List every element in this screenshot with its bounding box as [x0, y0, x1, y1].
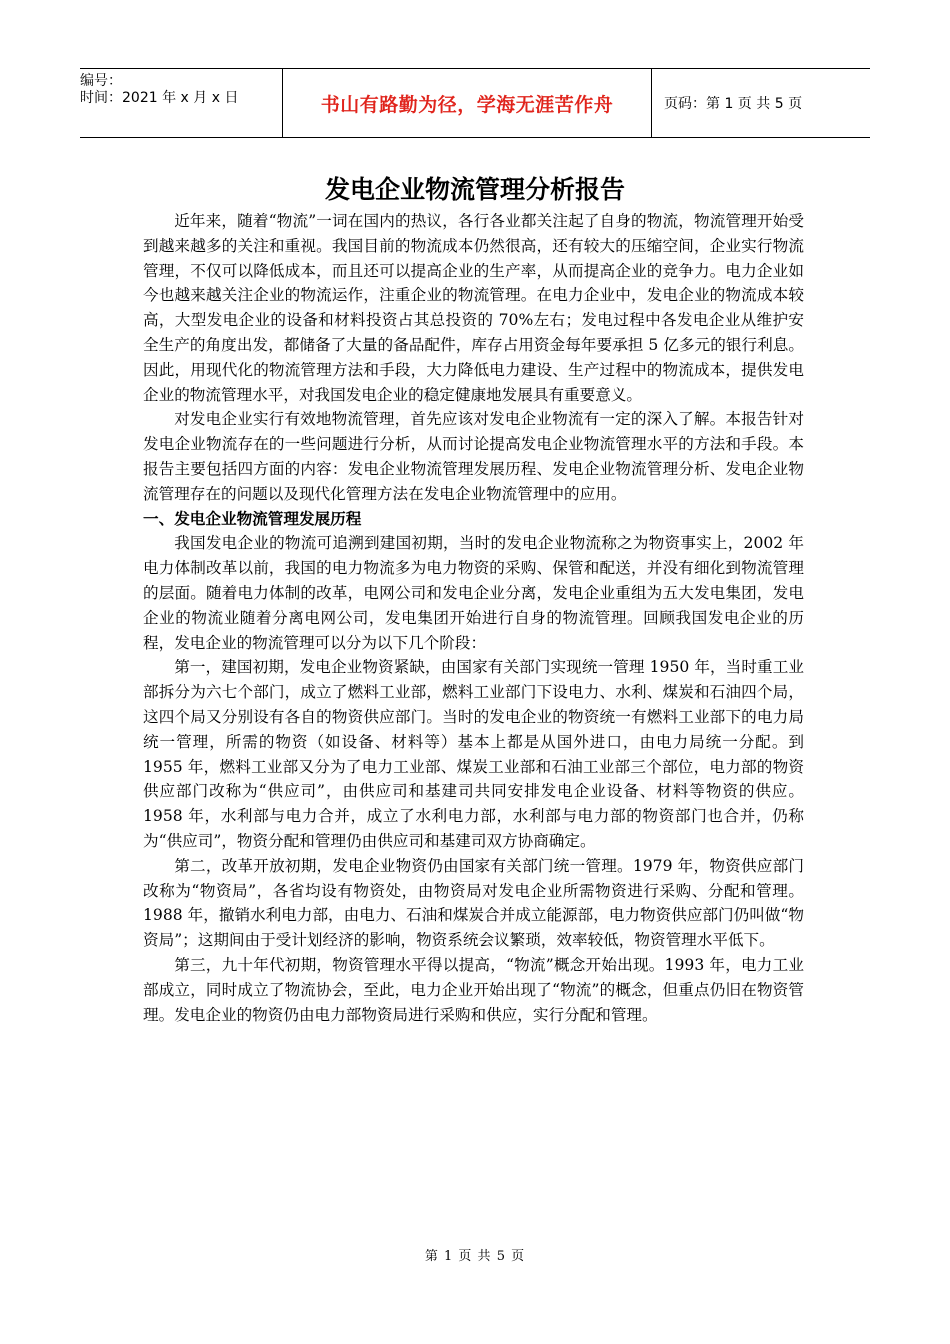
- page-footer: 第 1 页 共 5 页: [424, 1249, 526, 1264]
- section-paragraph-1: 我国发电企业的物流可追溯到建国初期，当时的发电企业物流称之为物资事实上，2002 年电力体制改革以前，我国的电力物流多为电力物资的采购、保管和配送，并没有细化到物流管理的层面。随着电力体制的改革，电网公司和发电企业分离，发电企业重组为五大发电集团，发电企业的物流业随着分离电网公司，发电集团开始进行自身的物流管理。回顾我国发电企业的历程，发电企业的物流管理可以分为以下几个阶段：: [143, 534, 804, 652]
- header-page-cell: [664, 69, 870, 137]
- document-date-label: 时间：2021 年 x 月 x 日: [80, 90, 239, 106]
- section-paragraph-4: 第三，九十年代初期，物资管理水平得以提高，“物流”概念开始出现。1993 年，电力工业部成立，同时成立了物流协会，至此，电力企业开始出现了“物流”的概念，但重点仍旧在物资管理。发电企业的物资仍由电力部物资局进行采购和供应，实行分配和管理。: [143, 955, 804, 1024]
- intro-paragraph-1: 近年来，随着“物流”一词在国内的热议，各行各业都关注起了自身的物流，物流管理开始受到越来越多的关注和重视。我国目前的物流成本仍然很高，还有较大的压缩空间，企业实行物流管理，不仅可以降低成本，而且还可以提高企业的生产率，从而提高企业的竞争力。电力企业如今也越来越关注企业的物流运作，注重企业的物流管理。在电力企业中，发电企业的物流成本较高，大型发电企业的设备和材料投资占其总投资的 70%左右；发电过程中各发电企业从维护安全生产的角度出发，都储备了大量的备品配件，库存占用资金每年要承担 5 亿多元的银行利息。因此，用现代化的物流管理方法和手段，大力降低电力建设、生产过程中的物流成本，提供发电企业的物流管理水平，对我国发电企业的稳定健康地发展具有重要意义。: [143, 212, 804, 404]
- section-heading: 一、发电企业物流管理发展历程: [143, 509, 362, 528]
- header-meta: [80, 69, 280, 141]
- document-body: [143, 209, 804, 1027]
- intro-paragraph-2: 对发电企业实行有效地物流管理，首先应该对发电企业物流有一定的深入了解。本报告针对发电企业物流存在的一些问题进行分析，从而讨论提高发电企业物流管理水平的方法和手段。本报告主要包括四方面的内容：发电企业物流管理发展历程、发电企业物流管理分析、发电企业物流管理存在的问题以及现代化管理方法在发电企业物流管理中的应用。: [143, 410, 804, 503]
- header-page-number: 页码：第 1 页 共 5 页: [664, 96, 803, 112]
- section-paragraph-3: 第二，改革开放初期，发电企业物资仍由国家有关部门统一管理。1979 年，物资供应部门改称为“物资局”，各省均设有物资处，由物资局对发电企业所需物资进行采购、分配和管理。1988 年，撤销水利电力部，由电力、石油和煤炭合并成立能源部，电力物资供应部门仍叫做“物资局”；这期间由于受计划经济的影响，物资系统会议繁琐，效率较低，物资管理水平低下。: [143, 856, 804, 950]
- document-number-label: 编号：: [80, 73, 122, 89]
- section-paragraph-2: 第一，建国初期，发电企业物资紧缺，由国家有关部门实现统一管理 1950 年，当时重工业部拆分为六七个部门，成立了燃料工业部，燃料工业部门下设电力、水利、煤炭和石油四个局，这四个局又分别设有各自的物资供应部门。当时的发电企业的物资统一有燃料工业部下的电力局统一管理，所需的物资（如设备、材料等）基本上都是从国外进口，由电力局统一分配。到 1955 年，燃料工业部又分为了电力工业部、煤炭工业部和石油工业部三个部位，电力部的物资供应部门改称为“供应司”，由供应司和基建司共同安排发电企业设备、材料等物资的供应。1958 年，水利部与电力合并，成立了水利电力部，水利部与电力部的物资部门也合并，仍称为“供应司”，物资分配和管理仍由供应司和基建司双方协商确定。: [143, 658, 804, 850]
- document-title: 发电企业物流管理分析报告: [324, 175, 625, 204]
- header-motto-cell: [282, 69, 652, 137]
- header-motto: 书山有路勤为径，学海无涯苦作舟: [320, 93, 614, 116]
- page-header: [80, 68, 870, 138]
